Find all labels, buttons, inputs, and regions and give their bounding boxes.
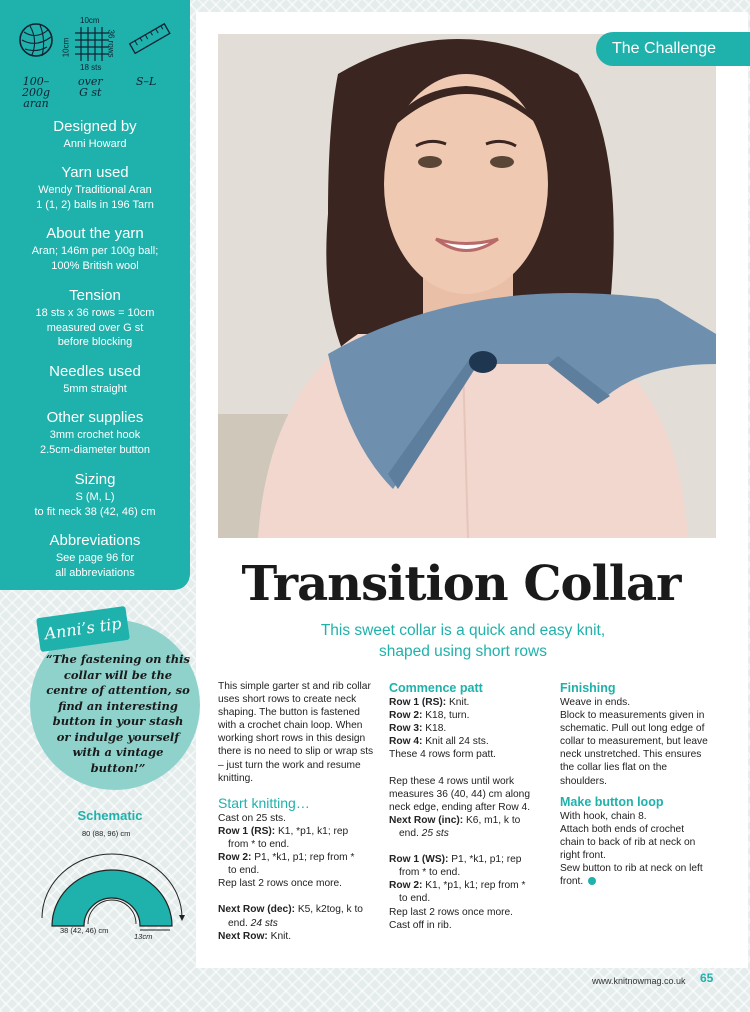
model-photo bbox=[218, 34, 716, 538]
tip-label: Anni’s tip bbox=[36, 606, 130, 652]
instruction: Next Row (dec): K5, k2tog, k to bbox=[218, 904, 363, 916]
instruction: Block to measurements given in schematic. Pull out long edge of collar to measurement, but leave neck unstretched. This ensures the collar lies flat on the shoulders. bbox=[560, 710, 708, 787]
tension-width-label: 10cm bbox=[80, 16, 100, 25]
instruction: from * to end. bbox=[399, 867, 461, 879]
instruction: Row 3: K18. bbox=[389, 723, 447, 735]
button-graphic bbox=[469, 351, 497, 373]
instruction: from * to end. bbox=[228, 838, 290, 850]
tip-quote: “The fastening on this collar will be the centre of attention, so find an interesting button in your stash or indulge yourself with a vintage button!” bbox=[45, 652, 191, 775]
tension-section bbox=[0, 287, 190, 350]
tension-note: over G st bbox=[78, 75, 103, 99]
section-title: Tension bbox=[69, 287, 121, 304]
column-3 bbox=[560, 680, 710, 888]
instruction: Cast on 25 sts. bbox=[218, 812, 286, 824]
section-text: See page 96 for all abbreviations bbox=[55, 552, 135, 579]
instruction: These 4 rows form patt. bbox=[389, 749, 497, 761]
instruction: Next Row: Knit. bbox=[218, 930, 292, 942]
instruction: Weave in ends. bbox=[560, 697, 631, 708]
section-title: Sizing bbox=[74, 471, 116, 488]
tension-grid-icon bbox=[75, 27, 109, 61]
section-title: Other supplies bbox=[46, 409, 144, 426]
instruction: Rep these 4 rows until work measures 36 (40, 44) cm along neck edge, ending after Row 4. bbox=[389, 775, 531, 813]
section-text: Aran; 146m per 100g ball; 100% British wool bbox=[31, 245, 159, 272]
section-text: 5mm straight bbox=[63, 383, 127, 395]
tension-rows-label: 36 rows bbox=[106, 29, 116, 58]
section-heading: Start knitting… bbox=[218, 794, 310, 811]
instruction: Cast off in rib. bbox=[389, 919, 452, 931]
abbreviations-section bbox=[0, 532, 190, 580]
standfirst: This sweet collar is a quick and easy knit, shaped using short rows bbox=[320, 622, 606, 660]
section-heading: Finishing bbox=[560, 681, 616, 695]
designer-section bbox=[0, 118, 190, 152]
size-range-note: S–L bbox=[136, 75, 157, 88]
instruction: Rep last 2 rows once more. bbox=[218, 878, 343, 890]
tension-sts-label: 18 sts bbox=[80, 63, 102, 72]
end-mark-icon bbox=[588, 877, 596, 885]
intro-text: This simple garter st and rib collar uses short rows to create neck shaping. The button is fastened with a crochet chain loop. When working short rows in this design there is no need to slip or wrap sts – just turn the work and resume knitting. bbox=[218, 681, 374, 784]
yarn-section bbox=[0, 164, 190, 212]
section-title: About the yarn bbox=[46, 225, 144, 242]
instruction: Rep last 2 rows once more. bbox=[389, 906, 514, 918]
needles-section bbox=[0, 363, 190, 397]
column-1 bbox=[218, 680, 378, 943]
section-title: Designed by bbox=[53, 118, 137, 135]
section-title: Yarn used bbox=[61, 164, 129, 181]
instruction: Row 2: K18, turn. bbox=[389, 710, 470, 722]
schematic-neck-measure: 38 (42, 46) cm bbox=[60, 926, 109, 935]
instruction: Next Row (inc): K6, m1, k to bbox=[389, 814, 521, 826]
section-text: 18 sts x 36 rows = 10cm measured over G st before blocking bbox=[35, 307, 155, 348]
section-title: Abbreviations bbox=[49, 532, 141, 549]
instruction: end. 25 sts bbox=[399, 827, 449, 839]
schematic-title: Schematic bbox=[77, 808, 143, 823]
instruction: to end. bbox=[399, 893, 431, 905]
about-yarn-section bbox=[0, 225, 190, 273]
instruction: Sew button to rib at neck on left front. bbox=[560, 863, 703, 888]
instruction: Row 2: K1, *p1, k1; rep from * bbox=[389, 880, 526, 892]
spec-icons bbox=[0, 0, 190, 110]
footer-url: www.knitnowmag.co.uk bbox=[592, 976, 686, 986]
pattern-info-sidebar bbox=[0, 0, 190, 590]
schematic-depth-measure: 13cm bbox=[134, 932, 153, 941]
supplies-section bbox=[0, 409, 190, 457]
instruction: With hook, chain 8. bbox=[560, 810, 647, 822]
page-title: Transition Collar bbox=[241, 556, 681, 612]
instruction: Row 1 (WS): P1, *k1, p1; rep bbox=[389, 854, 522, 866]
section-text: Wendy Traditional Aran 1 (1, 2) balls in 196 Tarn bbox=[36, 184, 154, 211]
tension-height-label: 10cm bbox=[61, 37, 71, 58]
schematic-diagram bbox=[32, 838, 192, 948]
section-text: 3mm crochet hook 2.5cm-diameter button bbox=[39, 429, 151, 456]
instruction: Row 2: P1, *k1, p1; rep from * bbox=[218, 852, 355, 864]
section-heading: Make button loop bbox=[560, 794, 664, 809]
section-text: Anni Howard bbox=[63, 138, 127, 150]
instruction: Row 1 (RS): Knit. bbox=[389, 697, 470, 708]
instruction: Row 4: Knit all 24 sts. bbox=[389, 736, 489, 748]
yarn-ball-icon bbox=[18, 22, 54, 58]
instruction: end. 24 sts bbox=[228, 917, 278, 929]
section-text: S (M, L) to fit neck 38 (42, 46) cm bbox=[34, 491, 156, 518]
tape-measure-icon bbox=[128, 22, 172, 56]
instruction: Row 1 (RS): K1, *p1, k1; rep bbox=[218, 825, 349, 837]
section-title: Needles used bbox=[49, 363, 141, 380]
instruction: Attach both ends of crochet chain to back of rib at neck on right front. bbox=[560, 823, 696, 861]
section-tab: The Challenge bbox=[596, 32, 750, 66]
column-2 bbox=[389, 680, 549, 932]
page-number: 65 bbox=[700, 971, 714, 985]
schematic-top-measure: 80 (88, 96) cm bbox=[82, 829, 131, 838]
sizing-section bbox=[0, 471, 190, 519]
yarn-weight-note: 100– 200g aran bbox=[22, 75, 51, 110]
instruction: to end. bbox=[228, 865, 260, 877]
section-heading: Commence patt bbox=[389, 681, 483, 695]
collar-model-illustration bbox=[218, 34, 716, 538]
